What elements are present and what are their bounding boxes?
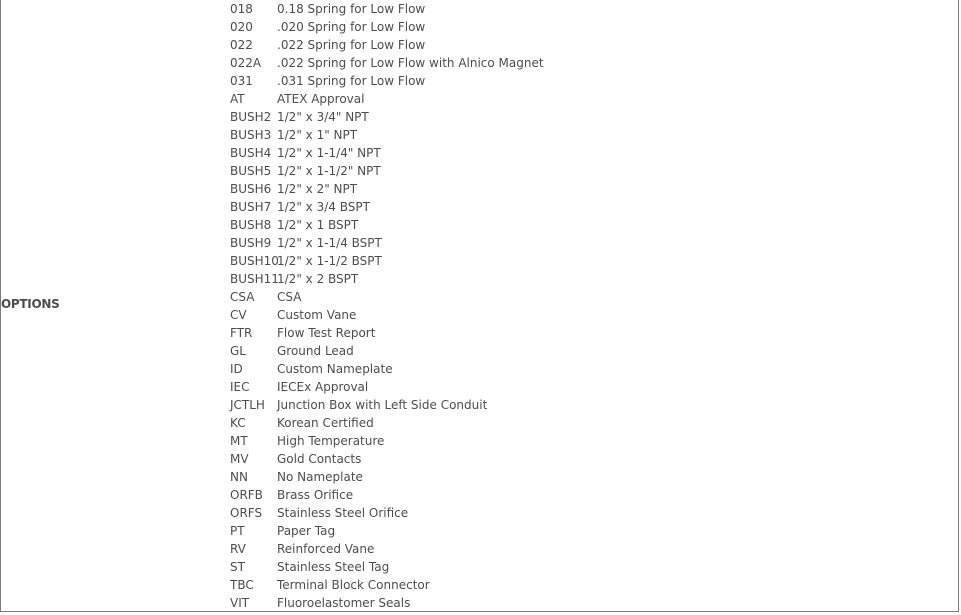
option-code: BUSH4 <box>230 146 272 160</box>
option-row <box>230 342 950 360</box>
option-description: No Nameplate <box>277 470 363 484</box>
option-code: ID <box>230 362 243 376</box>
option-code: PT <box>230 524 245 538</box>
option-row <box>230 90 950 108</box>
option-description: Ground Lead <box>277 344 354 358</box>
option-row <box>230 36 950 54</box>
option-code: ST <box>230 560 245 574</box>
option-row <box>230 396 950 414</box>
option-code: BUSH8 <box>230 218 272 232</box>
option-description: Terminal Block Connector <box>277 578 430 592</box>
option-description: Stainless Steel Tag <box>277 560 390 574</box>
option-row <box>230 234 950 252</box>
option-row <box>230 450 950 468</box>
option-row <box>230 486 950 504</box>
option-description: 1/2" x 2" NPT <box>277 182 358 196</box>
option-description: 1/2" x 3/4 BSPT <box>277 200 370 214</box>
option-description: High Temperature <box>277 434 385 448</box>
option-code: 031 <box>230 74 253 88</box>
option-code: BUSH11 <box>230 272 279 286</box>
option-row <box>230 522 950 540</box>
option-code: ORFB <box>230 488 263 502</box>
option-code: 022 <box>230 38 253 52</box>
option-code: BUSH9 <box>230 236 272 250</box>
option-row <box>230 180 950 198</box>
options-section-label: OPTIONS <box>1 297 60 311</box>
option-row <box>230 432 950 450</box>
option-row <box>230 108 950 126</box>
option-code: IEC <box>230 380 250 394</box>
option-description: Brass Orifice <box>277 488 354 502</box>
option-row <box>230 576 950 594</box>
option-description: 1/2" x 3/4" NPT <box>277 110 369 124</box>
option-row <box>230 594 950 612</box>
option-code: BUSH5 <box>230 164 272 178</box>
option-description: 1/2" x 1-1/4 BSPT <box>277 236 382 250</box>
option-code: JCTLH <box>230 398 265 412</box>
option-code: TBC <box>230 578 254 592</box>
option-description: Korean Certified <box>277 416 374 430</box>
option-row <box>230 378 950 396</box>
option-row <box>230 198 950 216</box>
option-row <box>230 18 950 36</box>
option-description: ATEX Approval <box>277 92 365 106</box>
option-row <box>230 72 950 90</box>
option-row <box>230 360 950 378</box>
option-description: Stainless Steel Orifice <box>277 506 409 520</box>
option-code: FTR <box>230 326 253 340</box>
option-code: 018 <box>230 2 253 16</box>
option-description: 1/2" x 1-1/2" NPT <box>277 164 381 178</box>
option-code: KC <box>230 416 246 430</box>
option-description: 1/2" x 1-1/2 BSPT <box>277 254 382 268</box>
option-code: MV <box>230 452 249 466</box>
option-code: 022A <box>230 56 262 70</box>
option-code: BUSH6 <box>230 182 272 196</box>
option-description: Flow Test Report <box>277 326 376 340</box>
option-description: .022 Spring for Low Flow <box>277 38 426 52</box>
option-description: Gold Contacts <box>277 452 362 466</box>
option-description: IECEx Approval <box>277 380 369 394</box>
option-description: 1/2" x 1" NPT <box>277 128 358 142</box>
option-code: AT <box>230 92 245 106</box>
option-row <box>230 306 950 324</box>
options-label-cell <box>1 0 227 612</box>
option-code: RV <box>230 542 246 556</box>
option-code: MT <box>230 434 248 448</box>
option-code: BUSH7 <box>230 200 272 214</box>
option-row <box>230 252 950 270</box>
option-row <box>230 540 950 558</box>
option-row <box>230 54 950 72</box>
option-description: 1/2" x 1 BSPT <box>277 218 359 232</box>
option-code: GL <box>230 344 246 358</box>
option-row <box>230 414 950 432</box>
option-description: Fluoroelastomer Seals <box>277 596 411 610</box>
option-code: 020 <box>230 20 253 34</box>
option-description: Paper Tag <box>277 524 336 538</box>
option-row <box>230 468 950 486</box>
option-description: .020 Spring for Low Flow <box>277 20 426 34</box>
option-row <box>230 144 950 162</box>
option-code: BUSH3 <box>230 128 272 142</box>
option-description: Custom Nameplate <box>277 362 393 376</box>
option-description: CSA <box>277 290 302 304</box>
option-description: .022 Spring for Low Flow with Alnico Magnet <box>277 56 544 70</box>
option-code: CV <box>230 308 247 322</box>
option-row <box>230 270 950 288</box>
option-code: BUSH2 <box>230 110 272 124</box>
option-description: Custom Vane <box>277 308 357 322</box>
option-row <box>230 504 950 522</box>
option-description: 1/2" x 2 BSPT <box>277 272 359 286</box>
option-description: .031 Spring for Low Flow <box>277 74 426 88</box>
option-code: NN <box>230 470 248 484</box>
option-code: ORFS <box>230 506 263 520</box>
option-code: CSA <box>230 290 255 304</box>
option-row <box>230 324 950 342</box>
option-description: 0.18 Spring for Low Flow <box>277 2 426 16</box>
option-code: BUSH10 <box>230 254 279 268</box>
option-row <box>230 126 950 144</box>
option-row <box>230 0 950 18</box>
option-description: 1/2" x 1-1/4" NPT <box>277 146 381 160</box>
option-description: Junction Box with Left Side Conduit <box>277 398 488 412</box>
option-description: Reinforced Vane <box>277 542 375 556</box>
options-list <box>230 0 950 612</box>
option-row <box>230 162 950 180</box>
option-code: VIT <box>230 596 250 610</box>
option-row <box>230 558 950 576</box>
option-row <box>230 216 950 234</box>
option-row <box>230 288 950 306</box>
